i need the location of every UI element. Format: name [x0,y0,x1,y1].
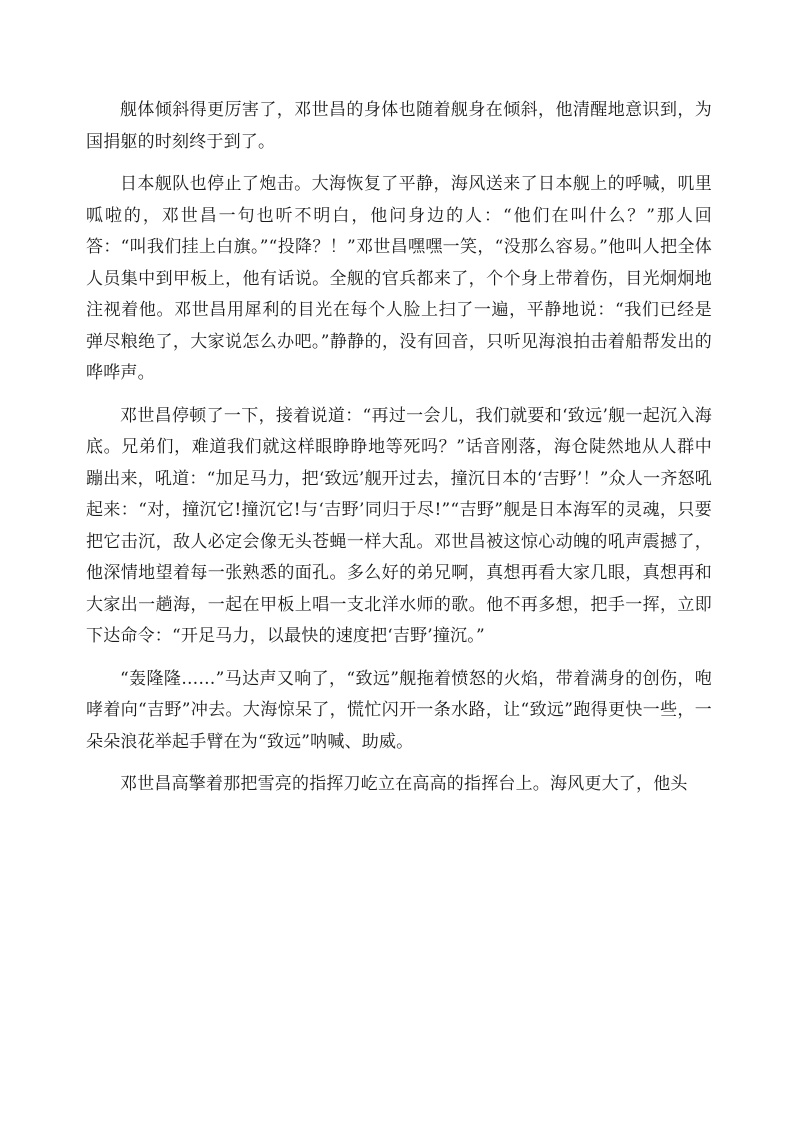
paragraph-5: 邓世昌高擎着那把雪亮的指挥刀屹立在高高的指挥台上。海风更大了，他头 [120,774,688,794]
paragraph-3: 邓世昌停顿了一下，接着说道：“再过一会儿，我们就要和‘致远’舰一起沉入海底。兄弟们，难道我们就这样眼睁睁地等死吗？”话音刚落，海仓陡然地从人群中蹦出来，吼道：“加足马力，把‘致远’舰开过去，撞沉日本的‘吉野’！”众人一齐怒吼起来：“对，撞沉它!撞沉它!与‘吉野’同归于尽!”“吉野”舰是日本海军的灵魂，只要把它击沉，敌人必定会像无头苍蝇一样大乱。邓世昌被这惊心动魄的吼声震撼了，他深情地望着每一张熟悉的面孔。多么好的弟兄啊，真想再看大家几眼，真想再和大家出一趟海，一起在甲板上唱一支北洋水师的歌。他不再多想，把手一挥，立即下达命令：“开足马力，以最快的速度把‘吉野’撞沉。” [86,405,712,646]
paragraph-1: 舰体倾斜得更厉害了，邓世昌的身体也随着舰身在倾斜，他清醒地意识到，为国捐躯的时刻终于到了。 [86,100,712,152]
paragraph-2: 日本舰队也停止了炮击。大海恢复了平静，海风送来了日本舰上的呼喊，叽里呱啦的，邓世昌一句也听不明白，他问身边的人：“他们在叫什么？”那人回答：“叫我们挂上白旗。”“投降？！”邓世昌嘿嘿一笑，“没那么容易。”他叫人把全体人员集中到甲板上，他有话说。全舰的官兵都来了，个个身上带着伤，目光炯炯地注视着他。邓世昌用犀利的目光在每个人脸上扫了一遍，平静地说：“我们已经是弹尽粮绝了，大家说怎么办吧。”静静的，没有回音，只听见海浪拍击着船帮发出的哗哗声。 [86,174,712,383]
paragraph-4: “轰隆隆……”马达声又响了，“致远”舰拖着愤怒的火焰，带着满身的创伤，咆哮着向“吉野”冲去。大海惊呆了，慌忙闪开一条水路，让“致远”跑得更快一些，一朵朵浪花举起手臂在为“致远”呐喊、助威。 [86,668,712,752]
